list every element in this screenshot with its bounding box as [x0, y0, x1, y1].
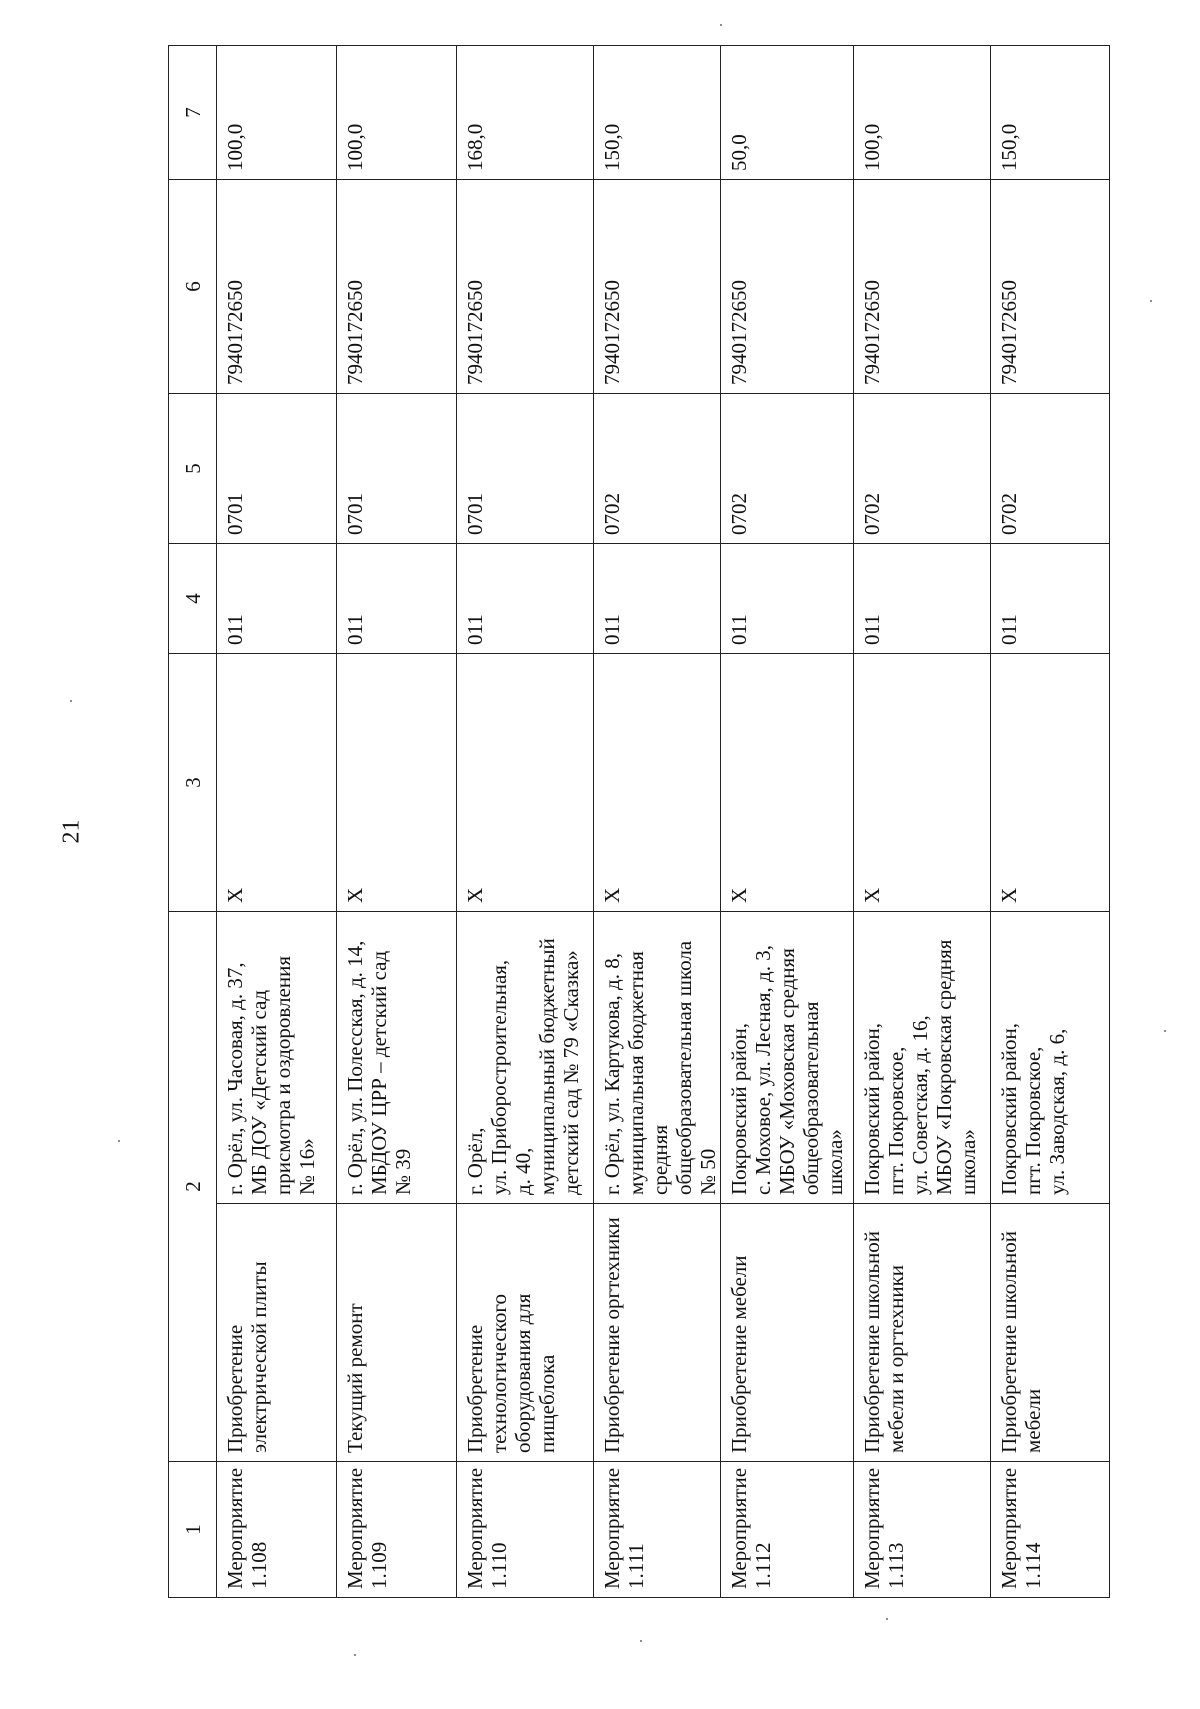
header-cell: 5	[169, 394, 217, 544]
cell-col5: 0701	[457, 394, 594, 544]
cell-col4: 011	[721, 544, 854, 654]
header-cell: 3	[169, 654, 217, 912]
table-row	[721, 46, 854, 1598]
header-cell: 4	[169, 544, 217, 654]
cell-col3: Х	[337, 654, 457, 912]
address-cell: Покровский район, пгт. Покровское, ул. Заводская, д. 6,	[991, 912, 1110, 1204]
cell-col7: 50,0	[721, 46, 854, 180]
table-row	[594, 46, 721, 1598]
cell-col5: 0702	[721, 394, 854, 544]
address-cell: Покровский район, с. Моховое, ул. Лесная, д. 3, МБОУ «Моховская средняя общеобразовательная школа»	[721, 912, 854, 1204]
cell-col6: 7940172650	[457, 180, 594, 394]
cell-col4: 011	[217, 544, 337, 654]
address-cell: г. Орёл, ул. Полесская, д. 14, МБДОУ ЦРР – детский сад № 39	[337, 912, 457, 1204]
event-cell: Мероприятие 1.110	[457, 1462, 594, 1598]
table-row	[854, 46, 991, 1598]
cell-col5: 0701	[217, 394, 337, 544]
table-row	[457, 46, 594, 1598]
event-cell: Мероприятие 1.114	[991, 1462, 1110, 1598]
description-cell: Приобретение школьной мебели	[991, 1204, 1110, 1462]
cell-col4: 011	[594, 544, 721, 654]
table-row	[217, 46, 337, 1598]
cell-col3: Х	[991, 654, 1110, 912]
page-number: 21	[58, 819, 85, 844]
event-cell: Мероприятие 1.109	[337, 1462, 457, 1598]
table-row	[337, 46, 457, 1598]
address-cell: г. Орёл, ул. Картукова, д. 8, муниципальная бюджетная средняя общеобразовательная школа № 50	[594, 912, 721, 1204]
scan-speck	[118, 1140, 120, 1142]
cell-col6: 7940172650	[721, 180, 854, 394]
rotated-table-container	[168, 46, 1088, 1598]
cell-col7: 168,0	[457, 46, 594, 180]
table-row	[991, 46, 1110, 1598]
address-cell: г. Орёл, ул. Часовая, д. 37, МБ ДОУ «Детский сад присмотра и оздоровления № 16»	[217, 912, 337, 1204]
budget-table	[168, 45, 1110, 1598]
event-cell: Мероприятие 1.113	[854, 1462, 991, 1598]
cell-col3: Х	[721, 654, 854, 912]
description-cell: Приобретение школьной мебели и оргтехники	[854, 1204, 991, 1462]
scan-speck	[70, 700, 72, 702]
cell-col6: 7940172650	[217, 180, 337, 394]
scan-speck	[354, 1654, 356, 1656]
scan-speck	[1150, 300, 1152, 302]
cell-col3: Х	[854, 654, 991, 912]
scan-speck	[1164, 1030, 1166, 1032]
cell-col5: 0702	[991, 394, 1110, 544]
address-cell: Покровский район, пгт. Покровское, ул. Советская, д. 16, МБОУ «Покровская средняя школа»	[854, 912, 991, 1204]
event-cell: Мероприятие 1.108	[217, 1462, 337, 1598]
scan-speck	[720, 24, 722, 26]
header-cell: 6	[169, 180, 217, 394]
description-cell: Приобретение мебели	[721, 1204, 854, 1462]
header-cell: 2	[169, 912, 217, 1462]
event-cell: Мероприятие 1.112	[721, 1462, 854, 1598]
description-cell: Текущий ремонт	[337, 1204, 457, 1462]
cell-col5: 0702	[594, 394, 721, 544]
description-cell: Приобретение электрической плиты	[217, 1204, 337, 1462]
cell-col7: 100,0	[217, 46, 337, 180]
cell-col6: 7940172650	[991, 180, 1110, 394]
scan-speck	[886, 1618, 888, 1620]
cell-col6: 7940172650	[594, 180, 721, 394]
event-cell: Мероприятие 1.111	[594, 1462, 721, 1598]
cell-col3: Х	[457, 654, 594, 912]
cell-col7: 150,0	[991, 46, 1110, 180]
cell-col4: 011	[457, 544, 594, 654]
cell-col7: 100,0	[854, 46, 991, 180]
cell-col6: 7940172650	[854, 180, 991, 394]
cell-col3: Х	[594, 654, 721, 912]
header-cell: 1	[169, 1462, 217, 1598]
cell-col6: 7940172650	[337, 180, 457, 394]
cell-col5: 0701	[337, 394, 457, 544]
description-cell: Приобретение технологического оборудования для пищеблока	[457, 1204, 594, 1462]
cell-col4: 011	[991, 544, 1110, 654]
description-cell: Приобретение оргтехники	[594, 1204, 721, 1462]
cell-col4: 011	[337, 544, 457, 654]
cell-col4: 011	[854, 544, 991, 654]
cell-col5: 0702	[854, 394, 991, 544]
cell-col3: Х	[217, 654, 337, 912]
address-cell: г. Орёл, ул. Приборостроительная, д. 40, муниципальный бюджетный детский сад № 79 «Сказка»	[457, 912, 594, 1204]
header-row	[169, 46, 217, 1598]
scan-speck	[640, 1640, 642, 1642]
header-cell: 7	[169, 46, 217, 180]
cell-col7: 100,0	[337, 46, 457, 180]
cell-col7: 150,0	[594, 46, 721, 180]
